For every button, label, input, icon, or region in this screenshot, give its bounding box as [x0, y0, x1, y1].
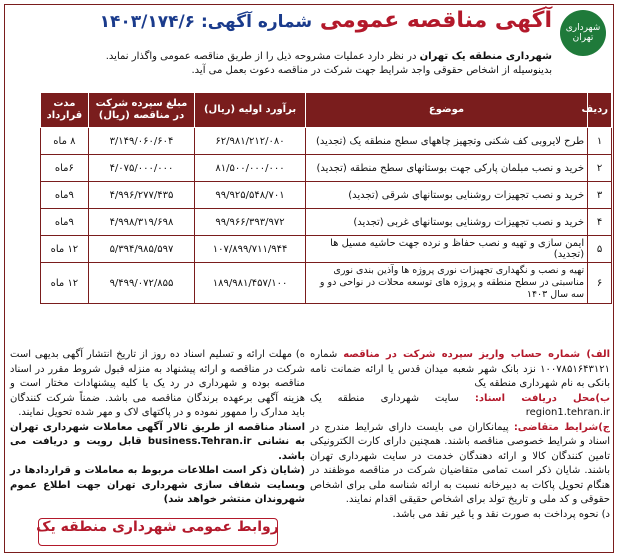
cell-estimate: ۹۹/۹۲۵/۵۴۸/۷۰۱ [195, 182, 306, 209]
applicant-conditions-label: ج)شرایط متقاضی: [513, 421, 610, 433]
table-row [41, 128, 612, 155]
public-relations-signature: روابط عمومی شهرداری منطقه یک [36, 519, 279, 535]
deposit-account-text: شماره ۱۰۰۷۸۵۱۶۴۳۱۲۱ نزد بانک شهر شعبه میدان قدس یا ارائه ضمانت نامه بانکی به نام شهرداری منطقه یک [310, 349, 610, 389]
table-row [41, 155, 612, 182]
cell-subject: ایمن سازی و تهیه و نصب حفاظ و نرده جهت حاشیه مسیل ها (تجدید) [305, 236, 587, 263]
intro-bold: شهرداری منطقه یک تهران [419, 51, 552, 62]
col-header-estimate: برآورد اولیه (ریال) [195, 93, 306, 128]
cell-index: ۳ [588, 182, 612, 209]
cell-duration: ۱۲ ماه [41, 236, 89, 263]
cell-index: ۲ [588, 155, 612, 182]
documents-location-label: ب)محل دریافت اسناد: [474, 392, 610, 404]
cell-estimate: ۱۰۷/۸۹۹/۷۱۱/۹۴۴ [195, 236, 306, 263]
documents-location-text: سایت شهرداری منطقه یک region1.tehran.ir [310, 392, 610, 418]
cell-duration: ۹ماه [41, 209, 89, 236]
cell-subject: خرید و نصب مبلمان پارکی جهت بوستانهای سطح منطقه (تجدید) [305, 155, 587, 182]
cell-subject: طرح لایروبی کف شکنی وتجهیز چاههای سطح منطقه یک (تجدید) [305, 128, 587, 155]
notes-right [310, 348, 610, 522]
ad-number: شماره آگهی: ۱۴۰۳/۱۷۴/۶ [99, 12, 313, 32]
deposit-account-label: الف) شماره حساب واریز سپرده شرکت در مناقصه [343, 349, 610, 360]
tender-table [40, 92, 612, 304]
cell-estimate: ۹۹/۹۶۶/۳۹۳/۹۷۲ [195, 209, 306, 236]
cell-estimate: ۱۸۹/۹۸۱/۴۵۷/۱۰۰ [195, 263, 306, 304]
payment-method-text: د) نحوه پرداخت به صورت نقد و یا غیر نقد می باشد. [392, 508, 610, 520]
cell-deposit: ۴/۹۹۸/۳۱۹/۶۹۸ [88, 209, 194, 236]
cell-subject: تهیه و نصب و نگهداری تجهیزات نوری پروژه ها وآذین بندی نوری مناسبتی در سطح منطقه و پروژه های توسعه محلات در نواحی دو و سه سال ۱۴۰۳ [305, 263, 587, 304]
cell-index: ۶ [588, 263, 612, 304]
municipality-logo-icon: شهرداری تهران [560, 10, 606, 56]
cell-duration: ۶ماه [41, 155, 89, 182]
portal-text: اسناد مناقصه از طریق تالار آگهی معاملات شهرداری تهران به نشانی business.Tehran.ir قابل رویت و دریافت می باشد. [10, 421, 305, 462]
applicant-conditions-text: پیمانکاران می بایست دارای شرایط مندرج در اسناد و شرایط خصوصی مناقصه باشند. همچنین دارای کارت الکترونیکی تامین کنندگان کالا و ارائه دهندگان خدمت در سایت شهرداری تهران باشند. شایان ذکر است تمامی متقاضیان شرکت در مناقصه موظفند در هنگام تحویل پاکات به دبیرخانه نسبت به ارائه شناسه ملی برای اشخاص حقوقی و کد ملی و تاریخ تولد برای اشخاص حقیقی اقدام نمایند. [310, 421, 610, 505]
ad-title: آگهی مناقصه عمومی شماره آگهی: ۱۴۰۳/۱۷۴/۶ [99, 8, 552, 33]
cell-estimate: ۸۱/۵۰۰/۰۰۰/۰۰۰ [195, 155, 306, 182]
col-header-deposit: مبلغ سپرده شرکت در مناقصه (ریال) [88, 93, 194, 128]
cell-duration: ۸ ماه [41, 128, 89, 155]
deadline-text: ه) مهلت ارائه و تسلیم اسناد ده روز از تاریخ انتشار آگهی بدیهی است شرکت در مناقصه و ارائه پیشنهاد به منزله قبول شروط مقرر در اسناد مناقصه بوده و شهرداری در رد یک یا کلیه پیشنهادات مختار است و هزینه آگهی برعهده برندگان مناقصه می باشد. ضمناً شرکت کنندگان باید مدارک را ممهور نموده و در پاکتهای لاک و مهر شده تحویل نمایند. [10, 349, 305, 418]
cell-deposit: ۵/۳۹۴/۹۸۵/۵۹۷ [88, 236, 194, 263]
table-row [41, 263, 612, 304]
table-row [41, 182, 612, 209]
cell-index: ۵ [588, 236, 612, 263]
cell-duration: ۱۲ ماه [41, 263, 89, 304]
col-header-duration: مدت قرارداد [41, 93, 89, 128]
cell-index: ۴ [588, 209, 612, 236]
notes-left [10, 348, 305, 508]
cell-estimate: ۶۲/۹۸۱/۲۱۲/۰۸۰ [195, 128, 306, 155]
cell-deposit: ۳/۱۴۹/۰۶۰/۶۰۴ [88, 128, 194, 155]
cell-deposit: ۴/۹۹۶/۲۷۷/۴۳۵ [88, 182, 194, 209]
cell-subject: خرید و نصب تجهیزات روشنایی بوستانهای غربی (تجدید) [305, 209, 587, 236]
col-header-row: ردیف [588, 93, 612, 128]
cell-duration: ۹ماه [41, 182, 89, 209]
cell-subject: خرید و نصب تجهیزات روشنایی بوستانهای شرقی (تجدید) [305, 182, 587, 209]
transparency-text: (شایان ذکر است اطلاعات مربوط به معاملات و قراردادها در وبسایت شفاف سازی شهرداری تهران جهت اطلاع عموم شهروندان منتشر خواهد شد) [10, 465, 305, 505]
table-row [41, 236, 612, 263]
table-header-row [41, 93, 612, 128]
ad-header [4, 4, 614, 90]
cell-deposit: ۹/۴۹۹/۰۷۲/۸۵۵ [88, 263, 194, 304]
intro-text: شهرداری منطقه یک تهران در نظر دارد عملیات مشروحه ذیل را از طریق مناقصه عمومی واگذار نماید. بدینوسیله از اشخاص حقوقی واجد شرایط جهت شرکت در مناقصه دعوت بعمل می آید. [105, 51, 552, 76]
cell-index: ۱ [588, 128, 612, 155]
table-row [41, 209, 612, 236]
col-header-subject: موضوع [305, 93, 587, 128]
cell-deposit: ۴/۰۷۵/۰۰۰/۰۰۰ [88, 155, 194, 182]
